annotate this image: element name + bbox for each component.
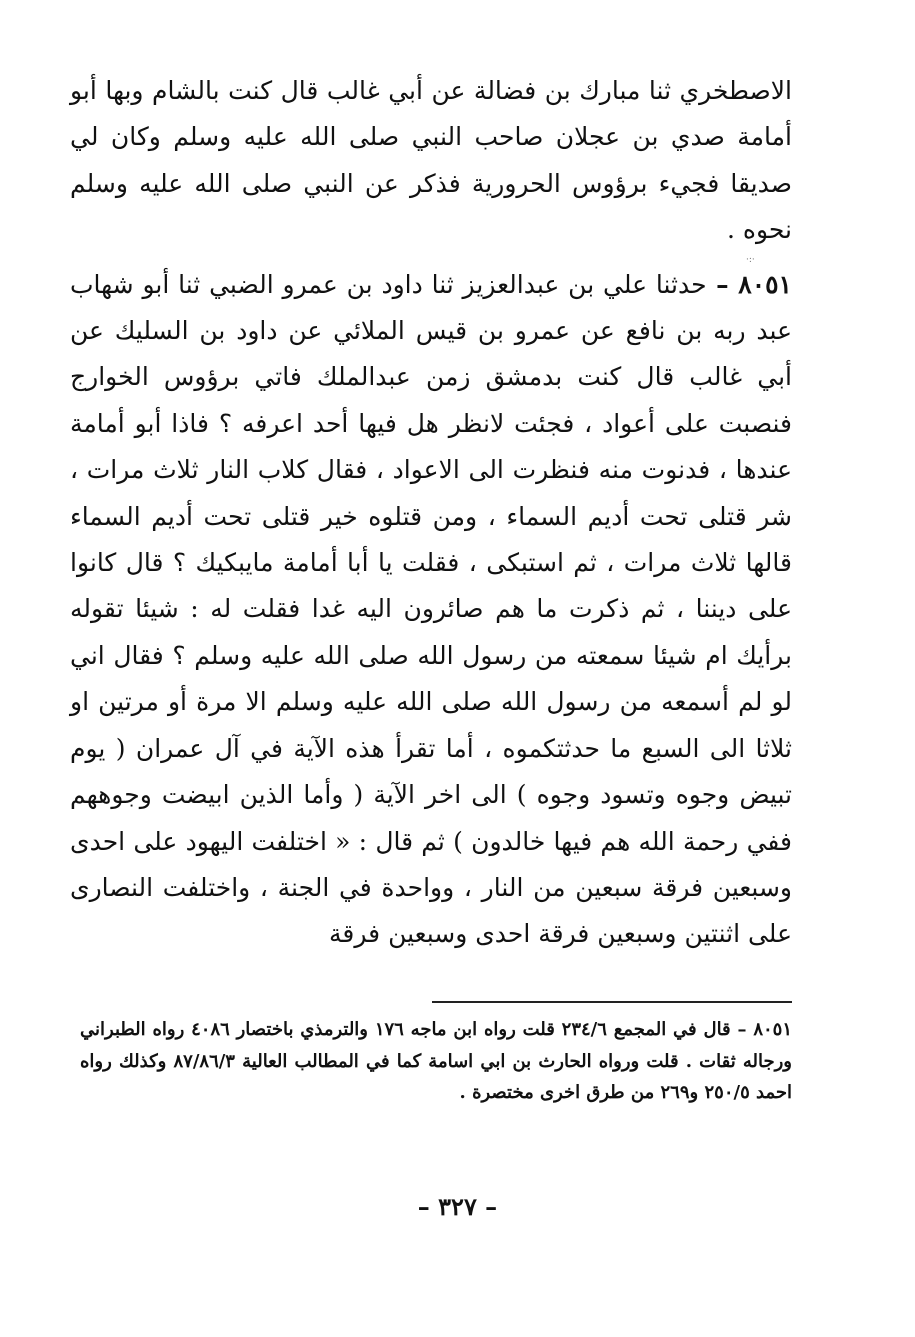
paragraph-hadith — [70, 262, 792, 958]
paragraph-continuation: الاصطخري ثنا مبارك بن فضالة عن أبي غالب قال كنت بالشام وبها أبو أمامة صدي بن عجلان صاحب النبي صلى الله عليه وسلم وكان لي صديقا فجيء برؤوس الحرورية فذكر عن النبي صلى الله عليه وسلم نحوه . — [70, 76, 792, 245]
hadith-text: حدثنا علي بن عبدالعزيز ثنا داود بن عمرو الضبي ثنا أبو شهاب عبد ربه بن نافع عن عمرو بن قيس الملائي عن داود بن السليك عن أبي غالب قال كنت بدمشق زمن عبدالملك فاتي برؤوس الخوارج فنصبت على أعواد ، فجئت لانظر هل فيها أحد اعرفه ؟ فاذا أبو أمامة عندها ، فدنوت منه فنظرت الى الاعواد ، فقال كلاب النار ثلاث مرات ، شر قتلى تحت أديم السماء ، ومن قتلوه خير قتلى تحت أديم السماء قالها ثلاث مرات ، ثم استبكى ، فقلت يا أبا أمامة مايبكيك ؟ قال كانوا على ديننا ، ثم ذكرت ما هم صائرون اليه غدا فقلت له : شيئا تقوله برأيك ام شيئا سمعته من رسول الله صلى الله عليه وسلم ؟ فقال اني لو لم أسمعه من رسول الله صلى الله عليه وسلم الا مرة أو مرتين او ثلاثا الى السبع ما حدثتكموه ، أما تقرأ هذه الآية في آل عمران ( يوم تبيض وجوه وتسود وجوه ) الى اخر الآية ( وأما الذين ابيضت وجوههم ففي رحمة الله هم فيها خالدون ) ثم قال : « اختلفت اليهود على احدى وسبعين فرقة سبعين من النار ، وواحدة في الجنة ، واختلفت النصارى على اثنتين وسبعين فرقة احدى وسبعين فرقة — [70, 269, 792, 949]
hadith-number: ٨٠٥١ – — [706, 269, 792, 299]
footnote: ٨٠٥١ – قال في المجمع ٢٣٤/٦ قلت رواه ابن ماجه ١٧٦ والترمذي باختصار ٤٠٨٦ رواه الطبراني ورجاله ثقات . قلت ورواه الحارث بن ابي اسامة كما في المطالب العالية ٨٧/٨٦/٣ وكذلك رواه احمد ٢٥٠/٥ و٢٦٩ من طرق اخرى مختصرة . — [80, 1019, 792, 1103]
main-text — [70, 68, 792, 958]
scan-speck: ·:· — [746, 255, 755, 265]
footnote-divider — [432, 1001, 792, 1003]
page-number: – ٣٢٧ – — [417, 1192, 498, 1221]
